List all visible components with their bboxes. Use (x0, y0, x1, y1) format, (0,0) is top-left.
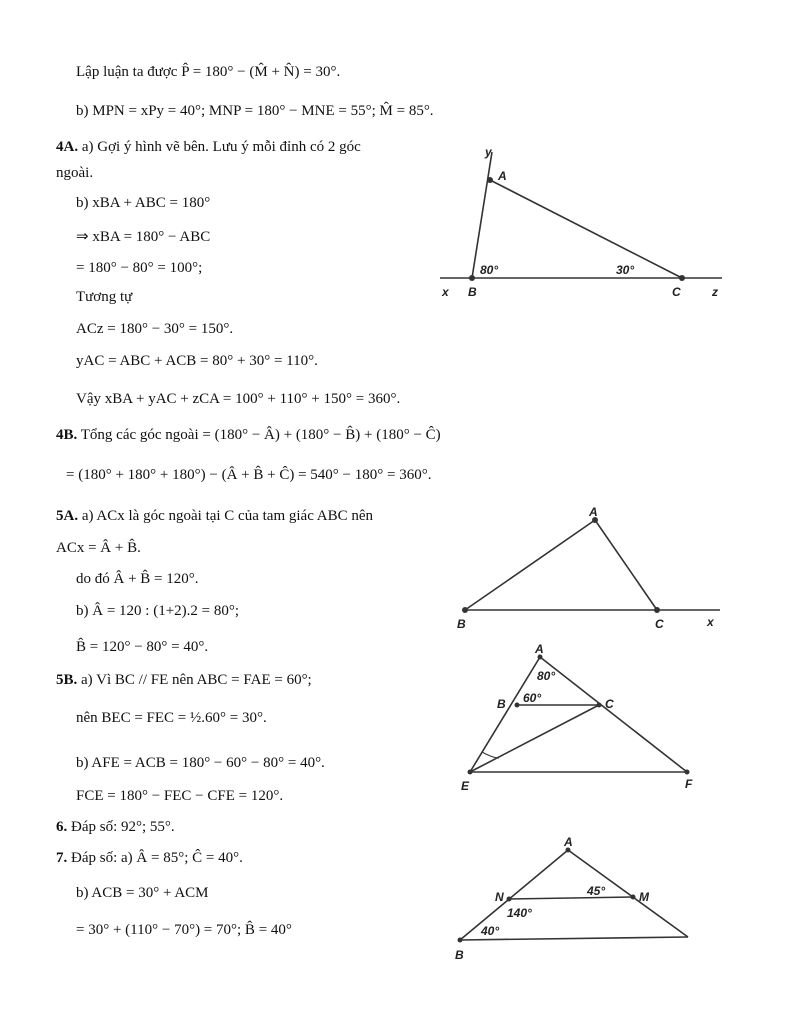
fig1-angle-B: 80° (480, 263, 499, 277)
fig3-label-F: F (685, 777, 693, 791)
fig3-line-AE (470, 657, 540, 772)
text-line-3-body: a) Gợi ý hình vẽ bên. Lưu ý mỗi đỉnh có 2 góc (78, 139, 361, 155)
fig1-point-B (469, 275, 475, 281)
text-line-9: ACz = 180° − 30° = 150°. (76, 321, 234, 337)
fig1-label-z: z (712, 285, 718, 299)
exercise-label-5a: 5A. (56, 508, 79, 524)
fig2-label-x: x (707, 615, 714, 629)
fig4-angle-M: 45° (587, 884, 606, 898)
fig4-line-AB (460, 850, 568, 940)
fig2-point-C (654, 607, 660, 613)
fig4-angle-N: 140° (507, 906, 532, 920)
text-line-3 (56, 137, 361, 157)
fig3-point-E (468, 770, 473, 775)
figure-5a-triangle (445, 500, 735, 635)
fig1-line-By (472, 152, 492, 278)
fig3-label-C: C (605, 697, 614, 711)
text-line-7: = 180° − 80° = 100°; (76, 260, 203, 276)
fig1-label-y: y (485, 145, 492, 159)
text-line-6: ⇒ xBA = 180° − ABC (76, 229, 211, 245)
fig4-point-N (507, 897, 512, 902)
figure-7-triangle (445, 835, 705, 970)
figure-4a-triangle (430, 140, 730, 310)
text-line-14-body: a) ACx là góc ngoài tại C của tam giác ABC nên (78, 508, 374, 524)
fig1-point-C (679, 275, 685, 281)
exercise-label-6: 6. (56, 819, 68, 835)
exercise-label-4a: 4A. (56, 139, 79, 155)
fig3-line-AF (540, 657, 687, 772)
text-line-20: nên BEC = FEC = ½.60° = 30°. (76, 710, 267, 726)
fig4-label-B: B (455, 948, 464, 962)
fig3-point-C (597, 703, 602, 708)
text-line-2: b) MPN = xPy = 40°; MNP = 180° − MNE = 55°; M̂ = 85°. (76, 103, 434, 119)
text-line-12 (56, 425, 441, 445)
text-line-23 (56, 817, 175, 837)
fig1-point-A (487, 177, 493, 183)
fig2-line-AB (465, 520, 595, 610)
text-line-15: ACx = Â + B̂. (56, 540, 141, 556)
fig4-angle-B: 40° (481, 924, 500, 938)
fig3-point-B (515, 703, 520, 708)
fig1-label-C: C (672, 285, 681, 299)
fig1-label-B: B (468, 285, 477, 299)
fig4-label-N: N (495, 890, 504, 904)
text-line-21: b) AFE = ACB = 180° − 60° − 80° = 40°. (76, 755, 325, 771)
text-line-26: = 30° + (110° − 70°) = 70°; B̂ = 40° (76, 922, 292, 938)
text-line-18: B̂ = 120° − 80° = 40°. (76, 639, 209, 655)
fig2-point-B (462, 607, 468, 613)
fig4-label-A: A (564, 835, 573, 849)
fig3-label-E: E (461, 779, 470, 793)
text-line-11: Vậy xBA + yAC + zCA = 100° + 110° + 150° = 360°. (76, 391, 401, 407)
fig3-angle-A: 80° (537, 669, 556, 683)
fig3-label-B: B (497, 697, 506, 711)
exercise-label-5b: 5B. (56, 672, 78, 688)
fig2-label-B: B (457, 617, 466, 631)
text-line-16: do đó Â + B̂ = 120°. (76, 571, 199, 587)
fig1-label-A: A (498, 169, 507, 183)
fig4-point-B (458, 938, 463, 943)
text-line-12-body: Tổng các góc ngoài = (180° − Â) + (180° − B̂) + (180° − Ĉ) (77, 427, 441, 443)
fig3-angle-arc-E (482, 752, 499, 758)
fig4-point-M (631, 895, 636, 900)
text-line-5: b) xBA + ABC = 180° (76, 195, 211, 211)
fig4-line-NM (509, 897, 633, 899)
fig4-line-A-base (568, 850, 688, 937)
fig1-label-x: x (442, 285, 449, 299)
text-line-19-body: a) Vì BC // FE nên ABC = FAE = 60°; (77, 672, 312, 688)
text-line-24 (56, 848, 243, 868)
fig2-label-A: A (589, 505, 598, 519)
text-line-14 (56, 506, 373, 526)
fig3-point-F (685, 770, 690, 775)
text-line-10: yAC = ABC + ACB = 80° + 30° = 110°. (76, 353, 318, 369)
text-line-25: b) ACB = 30° + ACM (76, 885, 209, 901)
fig3-line-EC (470, 705, 599, 772)
figure-5b-triangle (455, 640, 705, 800)
text-line-23-body: Đáp số: 92°; 55°. (67, 819, 175, 835)
exercise-label-7: 7. (56, 850, 68, 866)
text-line-24-body: Đáp số: a) Â = 85°; Ĉ = 40°. (67, 850, 243, 866)
exercise-label-4b: 4B. (56, 427, 78, 443)
fig1-angle-C: 30° (616, 263, 635, 277)
fig3-label-A: A (535, 642, 544, 656)
text-line-8: Tương tự (76, 289, 133, 305)
text-line-19 (56, 670, 312, 690)
fig2-line-AC (595, 520, 657, 610)
fig3-angle-B: 60° (523, 691, 542, 705)
text-line-4: ngoài. (56, 165, 94, 181)
text-line-17: b) Â = 120 : (1+2).2 = 80°; (76, 603, 240, 619)
text-line-22: FCE = 180° − FEC − CFE = 120°. (76, 788, 284, 804)
fig4-label-M: M (639, 890, 649, 904)
text-line-1: Lập luận ta được P̂ = 180° − (M̂ + N̂) = 30°. (76, 64, 341, 80)
text-line-13: = (180° + 180° + 180°) − (Â + B̂ + Ĉ) = 540° − 180° = 360°. (66, 467, 432, 483)
fig1-line-AC (490, 180, 682, 278)
fig2-label-C: C (655, 617, 664, 631)
